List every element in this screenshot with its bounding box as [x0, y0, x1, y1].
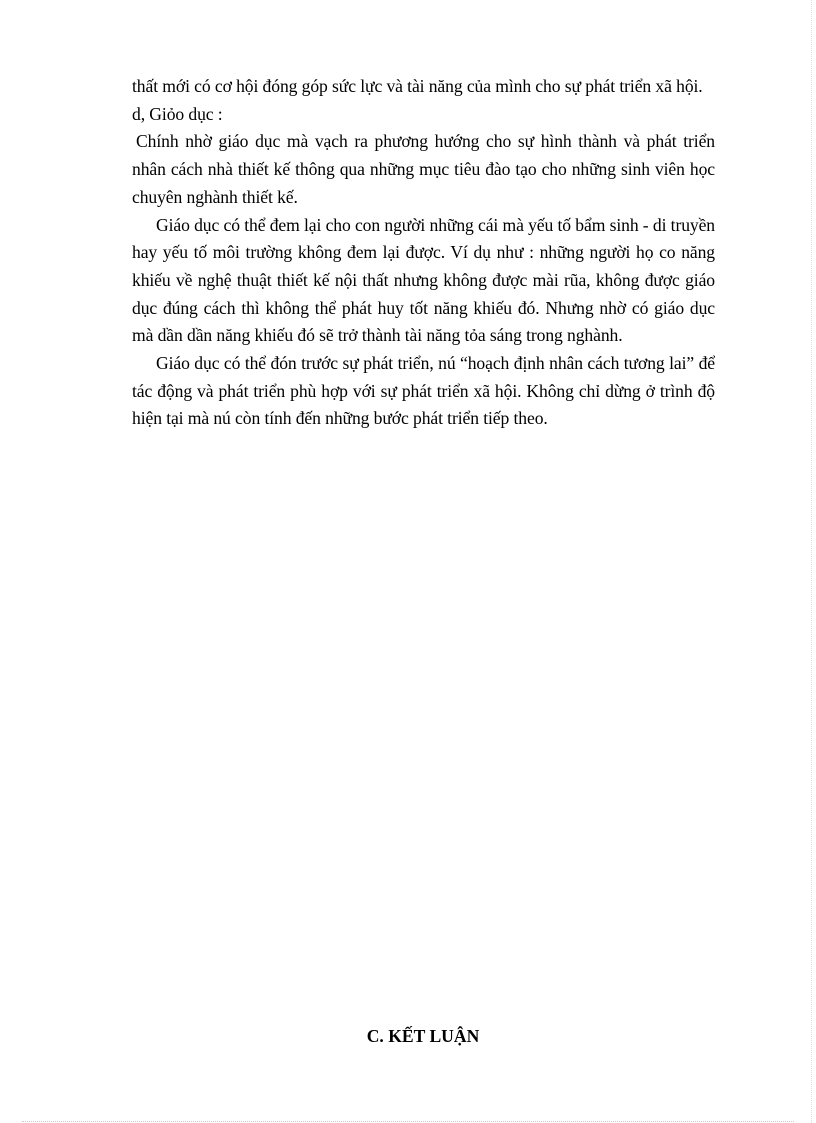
subsection-heading-education: d, Giỏo dục : — [132, 103, 223, 124]
paragraph-education-future: Giáo dục có thể đón trước sự phát triển, nú “hoạch định nhân cách tương lai” để tác động và phát triển phù hợp với sự phát triển xã hội. Không chỉ dừng ở trình độ hiện tại mà nú còn tính đến những bước phát triển tiếp theo. — [132, 353, 715, 429]
body-text — [132, 73, 715, 433]
paragraph-education-innate: Giáo dục có thể đem lại cho con người những cái mà yếu tố bẩm sinh - di truyền hay yếu tố môi trường không đem lại được. Ví dụ như : những người họ co năng khiếu về nghệ thuật thiết kế nội thất nhưng không được mài rũa, không được giáo dục đúng cách thì không thể phát huy tốt năng khiếu đó. Nhưng nhờ có giáo dục mà dần dần năng khiếu đó sẽ trở thành tài năng tỏa sáng trong nghành. — [132, 214, 715, 346]
page-right-divider — [811, 0, 812, 1123]
paragraph-education-direction: Chính nhờ giáo dục mà vạch ra phương hướng cho sự hình thành và phát triển nhân cách nhà thiết kế thông qua những mục tiêu đào tạo cho những sinh viên học chuyên nghành thiết kế. — [132, 131, 715, 207]
section-heading-conclusion: C. KẾT LUẬN — [366, 1026, 480, 1046]
page-bottom-divider — [22, 1121, 794, 1122]
paragraph-continuation: thất mới có cơ hội đóng góp sức lực và tài năng của mình cho sự phát triển xã hội. — [132, 76, 703, 96]
